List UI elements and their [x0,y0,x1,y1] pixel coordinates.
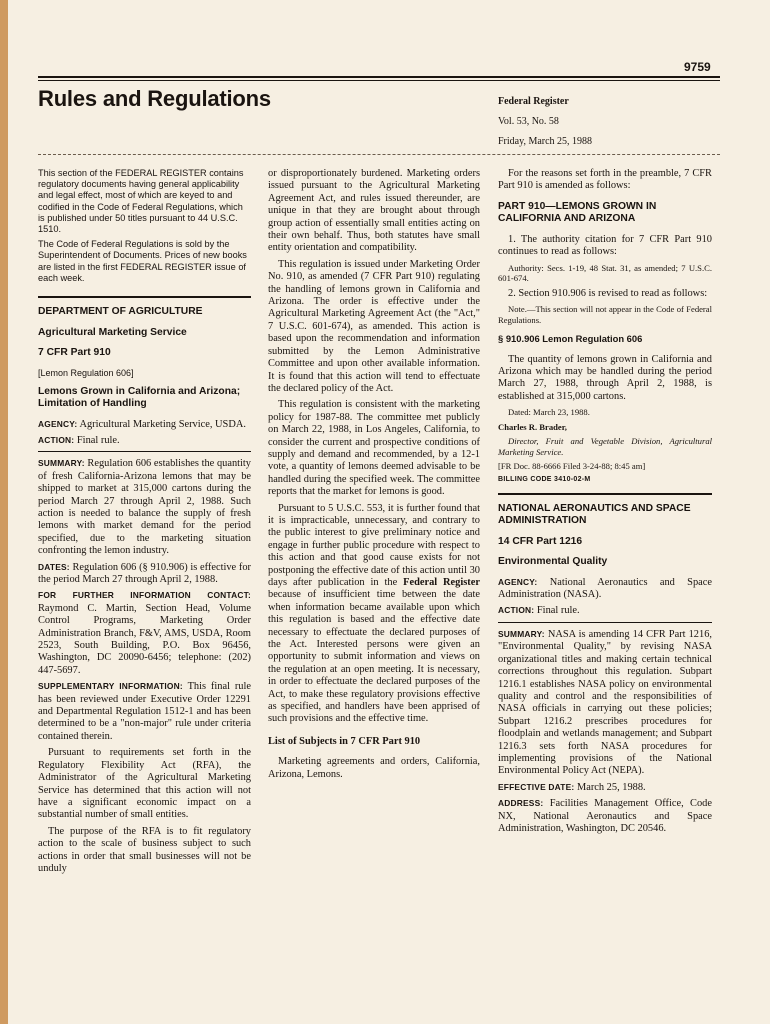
issue-date: Friday, March 25, 1988 [498,136,593,147]
effective-date: EFFECTIVE DATE: March 25, 1988. [498,781,646,793]
document-page [8,0,770,1024]
authority-citation: Authority: Secs. 1-19, 48 Stat. 31, as amended; 7 U.S.C. 601-674. [498,262,712,284]
header-rule [38,76,720,78]
paragraph: The purpose of the RFA is to fit regulatory action to the scale of business subject to such actions in order that small businesses will not be unduly [38,825,251,874]
note: Note.—This section will not appear in the Code of Federal Regulations. [498,304,712,325]
section-heading: § 910.906 Lemon Regulation 606 [498,333,643,345]
publication-info [498,92,592,152]
address: ADDRESS: Facilities Management Office, Code NX, National Aeronautics and Space Administration, Washington, DC 20546. [498,798,712,834]
agency-line: AGENCY: Agricultural Marketing Service, USDA. [38,418,246,430]
paragraph: Pursuant to 5 U.S.C. 553, it is further found that it is impracticable, unnecessary, and contrary to the public interest to give preliminary notice and engage in further public procedure with respect to this action and that good cause exists for not postponing the effective date of this action until 30 days after publication in the Federal Register because of insufficient time between the date when information became available upon which this regulation is based and the effective date necessary to effectuate the declared purposes of the Act. Interested persons were given an opportunity to submit information and views on the regulation at an open meeting. It is necessary, in order to effectuate the declared purposes of the Act, to make these regulatory provisions effective as specified, and handlers have been apprised of such provisions and the effective time. [268,502,480,725]
paragraph: or disproportionately burdened. Marketing orders issued pursuant to the Agricultural Marketing Agreement Act, and rules issued thereunder, are unique in that they are brought about through group action of essentially small entities acting on their own behalf. Thus, both statutes have small entity orientation and compatibility. [268,168,480,254]
header-rule-thin [38,80,720,81]
part-heading: PART 910—LEMONS GROWN IN CALIFORNIA AND ARIZONA [498,200,657,225]
subjects-list: Marketing agreements and orders, California, Arizona, Lemons. [268,756,480,780]
contact: FOR FURTHER INFORMATION CONTACT: Raymond C. Martin, Section Head, Volume Control Programs, Marketing Order Administration Branch, F&V, AMS, USDA, Room 2523, South Building, P.O. Box 96456, Washington, DC 20090-6456; telephone: (202) 447-5697. [38,590,251,676]
divider [498,622,712,623]
fr-document: [FR Doc. 88-6666 Filed 3-24-88; 8:45 am] [498,461,646,472]
amendment-item: 1. The authority citation for 7 CFR Part 910 continues to read as follows: [498,233,712,258]
section-rule [38,296,251,298]
department-heading: DEPARTMENT OF AGRICULTURE [38,306,203,318]
publication-name: Federal Register [498,96,569,107]
column-3 [498,168,712,839]
page-title: Rules and Regulations [38,86,271,111]
paragraph: For the reasons set forth in the preamble, 7 CFR Part 910 is amended as follows: [498,168,712,192]
header-divider [38,154,720,155]
rule-title: Lemons Grown in California and Arizona; Limitation of Handling [38,385,241,410]
paragraph: This regulation is consistent with the marketing policy for 1987-88. The committee met publicly on March 22, 1988, in Los Angeles, California, to consider the current and prospective conditions of supply and demand and recommended, by a 12-1 vote, a quantity of lemons deemed advisable to be handled during the specified week. The committee reports that the market for lemons is good. [268,399,480,498]
supplementary-info: SUPPLEMENTARY INFORMATION: This final rule has been reviewed under Executive Order 12291 and Departmental Regulation 1512-1 and has been determined to be a "non-major" rule under criteria contained therein. [38,681,251,742]
intro-note-2: The Code of Federal Regulations is sold by the Superintendent of Documents. Prices of new books are listed in the first FEDERAL REGISTER issue of each week. [38,239,247,283]
column-2 [268,168,480,785]
paragraph: This regulation is issued under Marketing Order No. 910, as amended (7 CFR Part 910) regulating the handling of lemons grown in California and Arizona. The order is effective under the Agricultural Marketing Agreement Act (the "Act," 7 U.S.C. 601-674), as amended. This action is based upon the recommendation and information submitted by the Lemon Administrative Committee and upon other available information. It is found that this action will tend to effectuate the declared policy of the Act. [268,258,480,394]
billing-code: BILLING CODE 3410-02-M [498,475,591,483]
divider [38,451,251,452]
rule-title: Environmental Quality [498,556,608,568]
summary: SUMMARY: Regulation 606 establishes the quantity of fresh California-Arizona lemons that may be shipped to market at 315,000 cartons during the period March 27 through April 2, 1988. Such action is needed to balance the supply of fresh lemons with market demand for the period specified, due to the marketing situation confronting the lemon industry. [38,458,251,557]
page-number: 9759 [684,60,711,74]
regulation-number: [Lemon Regulation 606] [38,367,134,378]
amendment-item: 2. Section 910.906 is revised to read as follows: [508,287,708,299]
dates: DATES: Regulation 606 (§ 910.906) is effective for the period March 27 through April 2, 1988. [38,561,251,585]
column-1 [38,168,251,879]
cfr-part: 14 CFR Part 1216 [498,535,583,547]
dated-line: Dated: March 23, 1988. [508,407,590,418]
summary: SUMMARY: NASA is amending 14 CFR Part 1216, "Environmental Quality," by revising NASA organizational titles and making certain technical corrections throughout this regulation. Subpart 1216.1 establishes NASA policy on environmental quality and control and the responsibilities of NASA officials in carrying out these policies; Subpart 1216.2 prescribes procedures for floodplain and wetlands management; and Subpart 1216.3 sets forth NASA procedures for implementing provisions of the National Environmental Policy Act (NEPA). [498,628,712,777]
action-line: ACTION: Final rule. [498,605,580,617]
subjects-heading: List of Subjects in 7 CFR Part 910 [268,735,421,747]
section-text: The quantity of lemons grown in California and Arizona which may be handled during the period March 27, 1988, through April 2, 1988, is established at 315,000 cartons. [498,353,712,402]
section-rule [498,493,712,495]
paragraph: Pursuant to requirements set forth in the Regulatory Flexibility Act (RFA), the Administrator of the Agricultural Marketing Service has determined that this action will not have a significant economic impact on a substantial number of small entities. [38,747,251,821]
department-heading: NATIONAL AERONAUTICS AND SPACE ADMINISTRATION [498,502,691,527]
intro-note: This section of the FEDERAL REGISTER contains regulatory documents having general applicability and legal effect, most of which are keyed to and codified in the Code of Federal Regulations, which is published under 50 titles pursuant to 44 U.S.C. 1510. [38,168,244,235]
agency-line: AGENCY: National Aeronautics and Space Administration (NASA). [498,576,712,601]
agency-heading: Agricultural Marketing Service [38,326,187,338]
volume-number: Vol. 53, No. 58 [498,116,559,127]
action-line: ACTION: Final rule. [38,434,120,446]
signer-name: Charles R. Brader, [498,421,567,432]
cfr-part: 7 CFR Part 910 [38,347,111,359]
signer-title: Director, Fruit and Vegetable Division, Agricultural Marketing Service. [498,436,712,457]
